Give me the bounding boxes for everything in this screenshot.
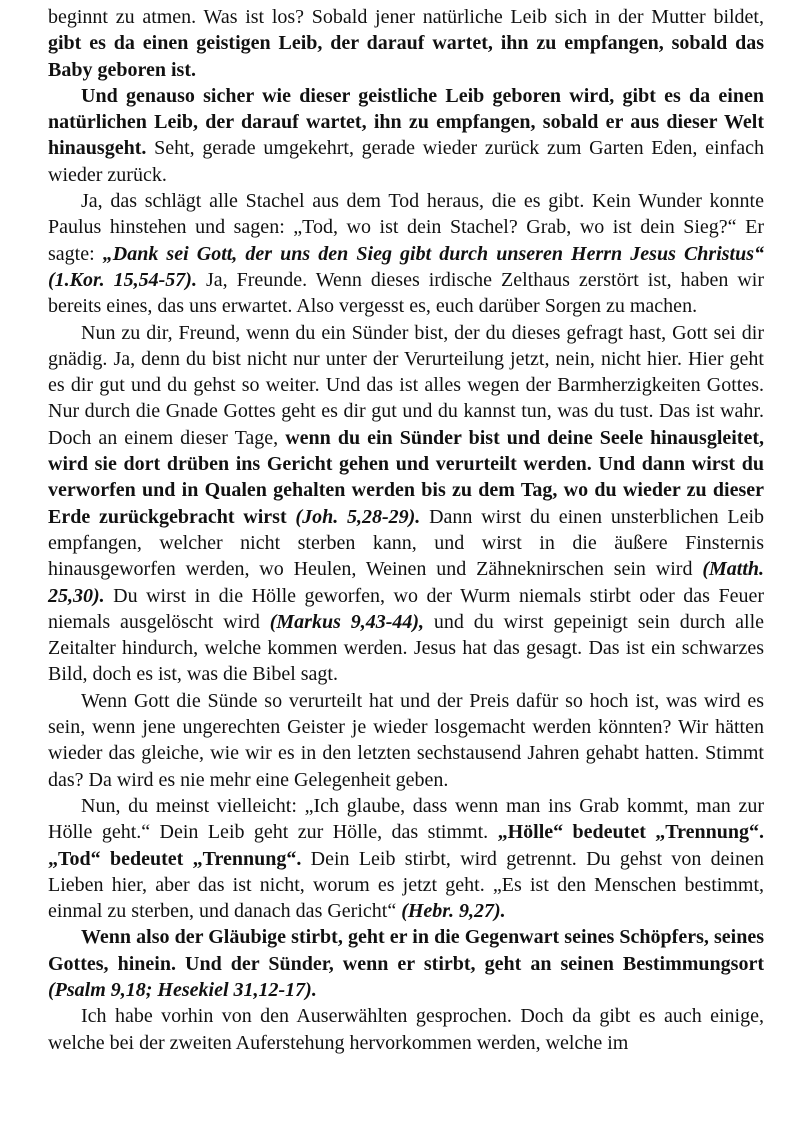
text-run: Nun, du meinst vielleicht: „Ich glaube, dass wenn man ins Grab kommt, man zur Hölle geht.“ Dein Leib geht zur Hölle, das stimmt. <box>48 794 764 844</box>
scripture-reference: (Markus 9,43-44), <box>269 610 425 633</box>
text-run-bold: Wenn also der Gläubige stirbt, geht er in die Gegenwart seines Schöpfers, seines Gottes, hinein. Und der Sünder, wenn er stirbt, geht an seinen Bestimmungsort <box>48 926 764 975</box>
text-run: Dann wirst du einen unsterblichen Leib empfangen, welcher nicht sterben kann, und wirst in die äußere Finsternis hinausgeworfen werden, wo Heulen, Weinen und Zähneknirschen sein wird <box>48 505 765 581</box>
text-run: Ja, das schlägt alle Stachel aus dem Tod heraus, die es gibt. Kein Wunder konnte Paulus hinstehen und sagen: „Tod, wo ist dein Stachel? Grab, wo ist dein Sieg?“ Er sagte: <box>48 190 764 265</box>
text-run-bold: wenn du ein Sünder bist und deine Seele hinausgleitet, wird sie dort drüben ins Gericht gehen und verurteilt werden. Und dann wirst du verworfen und in Qualen gehalten werden bis zu dem Tag, wo du wieder zu dieser Erde zurückgebracht wirst <box>48 426 765 528</box>
text-run-bold: gibt es da einen geistigen Leib, der darauf wartet, ihn zu empfangen, sobald das Baby geboren ist. <box>48 32 764 81</box>
text-run-bold: „Hölle“ bedeutet „Trennung“. „Tod“ bedeutet „Trennung“. <box>48 821 765 870</box>
text-run: und du wirst gepeinigt sein durch alle Zeitalter hindurch, welche kommen werden. Jesus hat das gesagt. Das ist ein schwarzes Bild, doch es ist, was die Bibel sagt. <box>48 610 765 686</box>
scripture-reference: „Dank sei Gott, der uns den Sieg gibt durch unseren Herrn Jesus Christus“ (1.Kor. 15,54-57). <box>48 242 764 291</box>
paragraph-4 <box>48 320 764 688</box>
text-run: Dein Leib stirbt, wird getrennt. Du gehst von deinen Lieben hier, aber das ist nicht, worum es jetzt geht. „Es ist den Menschen bestimmt, einmal zu sterben, und danach das Gericht“ <box>48 847 764 923</box>
paragraph-1 <box>48 4 764 83</box>
paragraph-3 <box>48 188 764 319</box>
scripture-reference: (Joh. 5,28-29). <box>286 505 421 528</box>
text-run: Du wirst in die Hölle geworfen, wo der Wurm niemals stirbt oder das Feuer niemals ausgelöscht wird <box>48 584 764 633</box>
paragraph-5 <box>48 688 764 793</box>
paragraph-6 <box>48 793 764 924</box>
text-run: Wenn Gott die Sünde so verurteilt hat und der Preis dafür so hoch ist, was wird es sein, wenn jene ungerechten Geister je wieder losgemacht werden könnten? Wir hätten wieder das gleiche, wie wir es in den letzten sechstausend Jahren gehabt hatten. Stimmt das? Da wird es nie mehr eine Gelegenheit geben. <box>48 689 764 791</box>
scripture-reference: (Matth. 25,30). <box>48 558 764 607</box>
text-run-bold: Und genauso sicher wie dieser geistliche Leib geboren wird, gibt es da einen natürlichen Leib, der darauf wartet, ihn zu empfangen, sobald er aus dieser Welt hinausgeht. <box>48 84 764 160</box>
text-run: Ich habe vorhin von den Auserwählten gesprochen. Doch da gibt es auch einige, welche bei der zweiten Auferstehung hervorkommen werden, welche im <box>48 1005 764 1054</box>
scripture-reference: (Psalm 9,18; Hesekiel 31,12-17). <box>48 978 317 1001</box>
paragraph-7 <box>48 924 764 1003</box>
text-run: Nun zu dir, Freund, wenn du ein Sünder bist, der du dieses gefragt hast, Gott sei dir gnädig. Ja, denn du bist nicht nur unter der Verurteilung jetzt, nein, nicht hier. Hier geht es dir gut und du gehst so weiter. Und das ist alles wegen der Barmherzigkeiten Gottes. Nur durch die Gnade Gottes geht es dir gut und du kannst tun, was du tust. Das ist wahr. Doch an einem dieser Tage, <box>48 321 764 449</box>
scripture-reference: (Hebr. 9,27). <box>401 900 506 923</box>
text-run: beginnt zu atmen. Was ist los? Sobald jener natürliche Leib sich in der Mutter bildet, <box>48 6 764 28</box>
paragraph-2 <box>48 83 764 188</box>
text-run: Ja, Freunde. Wenn dieses irdische Zelthaus zerstört ist, haben wir bereits eines, das uns erwartet. Also vergesst es, euch darüber Sorgen zu machen. <box>48 268 765 318</box>
paragraph-8 <box>48 1003 764 1056</box>
text-run: Seht, gerade umgekehrt, gerade wieder zurück zum Garten Eden, einfach wieder zurück. <box>48 137 764 186</box>
